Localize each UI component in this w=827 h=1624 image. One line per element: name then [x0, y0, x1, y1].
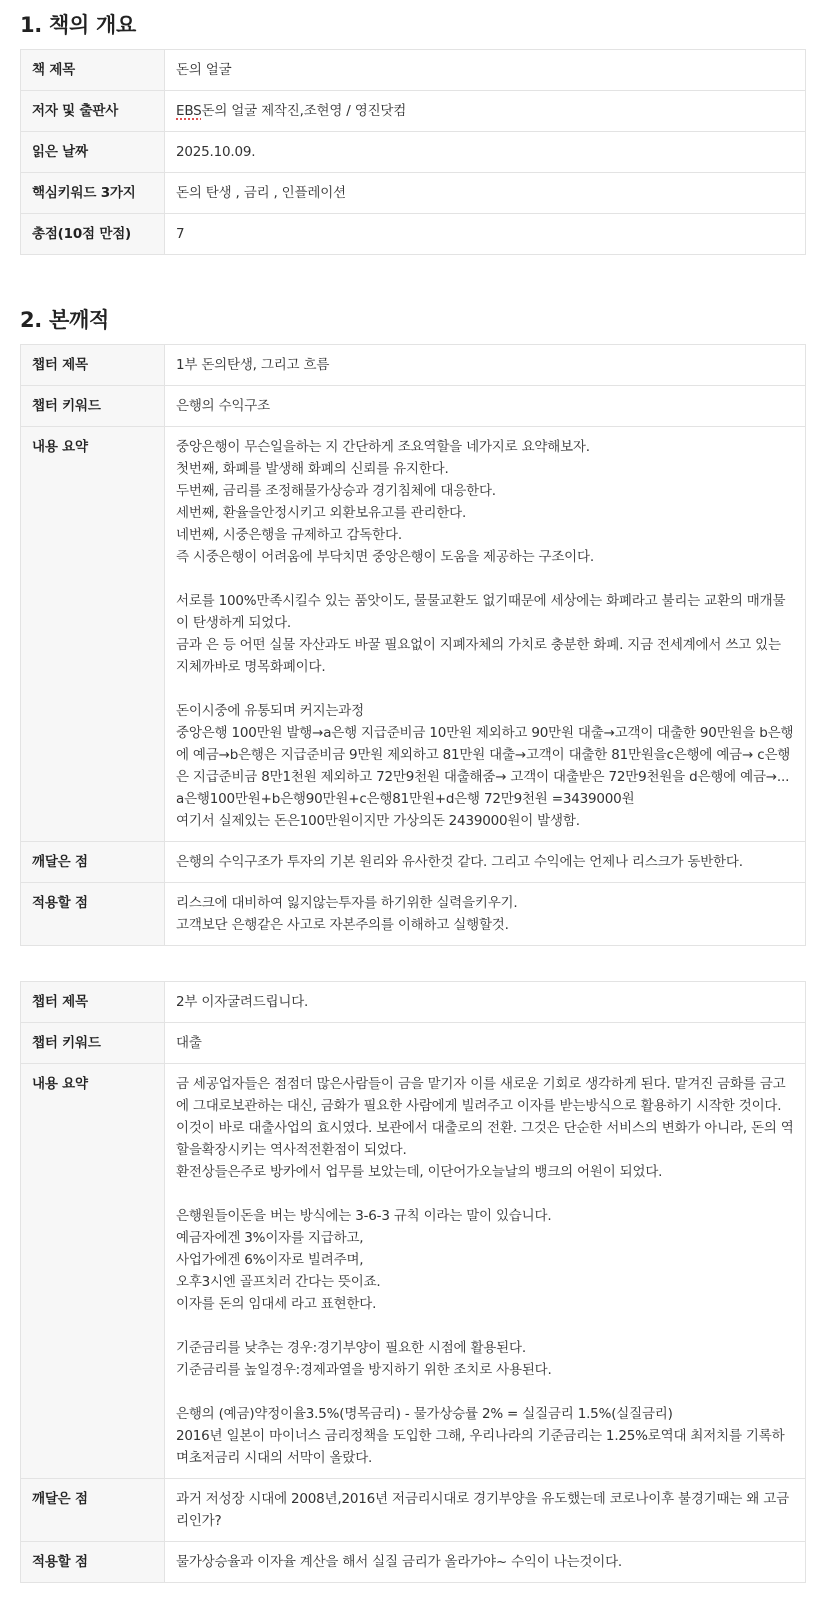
summary-line: 금과 은 등 어떤 실물 자산과도 바꿀 필요없이 지폐자체의 가치로 충분한 화폐. 지금 전세계에서 쓰고 있는 지체까바로 명목화폐이다.	[176, 637, 781, 675]
overview-table	[20, 49, 806, 255]
summary-line: 예금자에겐 3%이자를 지급하고,	[176, 1230, 364, 1246]
table-row	[21, 1542, 806, 1583]
summary-blank-line	[176, 568, 795, 590]
row-label-keywords: 핵심키워드 3가지	[21, 173, 165, 214]
insight-label: 깨달은 점	[21, 842, 165, 883]
chapter-table-2	[20, 981, 806, 1583]
book-title: 돈의 얼굴	[165, 50, 806, 91]
insight-text: 은행의 수익구조가 투자의 기본 원리와 유사한것 같다. 그리고 수익에는 언제나 리스크가 동반한다.	[165, 842, 806, 883]
chapter-title-label: 챕터 제목	[21, 345, 165, 386]
main-heading: 2. 본깨적	[20, 308, 109, 332]
table-row	[21, 91, 806, 132]
row-label-title: 책 제목	[21, 50, 165, 91]
chapter-keyword: 은행의 수익구조	[165, 386, 806, 427]
table-row	[21, 982, 806, 1023]
summary-blank-line	[176, 1183, 795, 1205]
table-row	[21, 1479, 806, 1542]
summary-line: 두번째, 금리를 조정해물가상승과 경기침체에 대응한다.	[176, 483, 496, 499]
chapter-title: 1부 돈의탄생, 그리고 흐름	[165, 345, 806, 386]
author-publisher-text: 돈의 얼굴 제작진,조현영 / 영진닷컴	[201, 103, 407, 119]
chapter-keyword: 대출	[165, 1023, 806, 1064]
summary-line: a은행100만원+b은행90만원+c은행81만원+d은행 72만9천원 =3439000원	[176, 791, 635, 807]
insight-label: 깨달은 점	[21, 1479, 165, 1542]
table-row	[21, 50, 806, 91]
apply-line: 고객보단 은행같은 사고로 자본주의를 이해하고 실행할것.	[176, 917, 509, 933]
table-row	[21, 132, 806, 173]
summary-text	[165, 1064, 806, 1479]
chapter-title-label: 챕터 제목	[21, 982, 165, 1023]
summary-blank-line	[176, 1315, 795, 1337]
summary-line: 2016년 일본이 마이너스 금리정책을 도입한 그해, 우리나라의 기준금리는 1.25%로역대 최저치를 기록하며초저금리 시대의 서막이 올랐다.	[176, 1428, 785, 1466]
insight-text: 과거 저성장 시대에 2008년,2016년 저금리시대로 경기부양을 유도했는데 코로나이후 불경기때는 왜 고금리인가?	[165, 1479, 806, 1542]
summary-line: 사업가에겐 6%이자로 빌려주며,	[176, 1252, 364, 1268]
summary-line: 오후3시엔 골프치러 간다는 뜻이죠.	[176, 1274, 381, 1290]
table-row	[21, 883, 806, 946]
main-section	[20, 304, 807, 344]
summary-line: 환전상들은주로 방카에서 업무를 보았는데, 이단어가오늘날의 뱅크의 어원이 되었다.	[176, 1164, 663, 1180]
overview-heading: 1. 책의 개요	[20, 13, 136, 37]
chapter-keyword-label: 챕터 키워드	[21, 1023, 165, 1064]
apply-text	[165, 1542, 806, 1583]
summary-text	[165, 427, 806, 842]
apply-label: 적용할 점	[21, 1542, 165, 1583]
summary-line: 이자를 돈의 임대세 라고 표현한다.	[176, 1296, 377, 1312]
core-keywords: 돈의 탄생 , 금리 , 인플레이션	[165, 173, 806, 214]
summary-line: 은행의 (예금)약정이율3.5%(명목금리) - 물가상승률 2% = 실질금리 1.5%(실질금리)	[176, 1406, 673, 1422]
chapter-table-1	[20, 344, 806, 946]
summary-blank-line	[176, 678, 795, 700]
summary-line: 금 세공업자들은 점점더 많은사람들이 금을 맡기자 이를 새로운 기회로 생각하게 된다. 맡겨진 금화를 금고에 그대로보관하는 대신, 금화가 필요한 사람에게 빌려주고 이자를 받는방식으로 활용하기 시작한 것이다. 이것이 바로 대출사업의 효시였다. 보관에서 대출로의 전환. 그것은 단순한 서비스의 변화가 아니라, 돈의 역할을확장시키는 역사적전환점이 되었다.	[176, 1076, 794, 1158]
summary-blank-line	[176, 1381, 795, 1403]
summary-label: 내용 요약	[21, 1064, 165, 1479]
apply-line: 물가상승율과 이자율 계산을 해서 실질 금리가 올라가야~ 수익이 나는것이다.	[176, 1554, 623, 1570]
chapter-title: 2부 이자굴려드립니다.	[165, 982, 806, 1023]
table-row	[21, 427, 806, 842]
summary-line: 은행원들이돈을 버는 방식에는 3-6-3 규칙 이라는 말이 있습니다.	[176, 1208, 552, 1224]
summary-line: 여기서 실제있는 돈은100만원이지만 가상의돈 2439000원이 발생함.	[176, 813, 580, 829]
table-row	[21, 214, 806, 255]
table-row	[21, 386, 806, 427]
spellcheck-underlined-word: EBS	[176, 103, 202, 119]
row-label-author: 저자 및 출판사	[21, 91, 165, 132]
table-row	[21, 173, 806, 214]
summary-label: 내용 요약	[21, 427, 165, 842]
table-row	[21, 1064, 806, 1479]
row-label-score: 총점(10점 만점)	[21, 214, 165, 255]
summary-line: 기준금리를 높일경우:경제과열을 방지하기 위한 조치로 사용된다.	[176, 1362, 552, 1378]
apply-line: 리스크에 대비하여 잃지않는투자를 하기위한 실력을키우기.	[176, 895, 518, 911]
apply-label: 적용할 점	[21, 883, 165, 946]
read-date: 2025.10.09.	[165, 132, 806, 173]
apply-text	[165, 883, 806, 946]
table-row	[21, 1023, 806, 1064]
table-row	[21, 842, 806, 883]
chapter-keyword-label: 챕터 키워드	[21, 386, 165, 427]
row-label-date: 읽은 날짜	[21, 132, 165, 173]
total-score: 7	[165, 214, 806, 255]
summary-line: 중앙은행이 무슨일을하는 지 간단하게 조요역할을 네가지로 요약해보자.	[176, 439, 590, 455]
summary-line: 돈이시중에 유통되며 커지는과정	[176, 703, 364, 719]
summary-line: 첫번째, 화폐를 발생해 화폐의 신뢰를 유지한다.	[176, 461, 449, 477]
summary-line: 중앙은행 100만원 발행→a은행 지급준비금 10만원 제외하고 90만원 대출→고객이 대출한 90만원을 b은행에 예금→b은행은 지급준비금 9만원 제외하고 81만원 대출→고객이 대출한 81만원을c은행에 예금→ c은행은 지급준비금 8만1천원 제외하고 72만9천원 대출해줌→ 고객이 대출받은 72만9천원을 d은행에 예금→...	[176, 725, 794, 785]
author-publisher	[165, 91, 806, 132]
summary-line: 서로를 100%만족시킬수 있는 품앗이도, 물물교환도 없기때문에 세상에는 화폐라고 불리는 교환의 매개물이 탄생하게 되었다.	[176, 593, 786, 631]
overview-section	[20, 0, 807, 49]
table-row	[21, 345, 806, 386]
summary-line: 기준금리를 낮추는 경우:경기부양이 필요한 시점에 활용된다.	[176, 1340, 526, 1356]
summary-line: 네번째, 시중은행을 규제하고 감독한다.	[176, 527, 402, 543]
summary-line: 세번째, 환율을안정시키고 외환보유고를 관리한다.	[176, 505, 467, 521]
summary-line: 즉 시중은행이 어려움에 부닥치면 중앙은행이 도움을 제공하는 구조이다.	[176, 549, 594, 565]
